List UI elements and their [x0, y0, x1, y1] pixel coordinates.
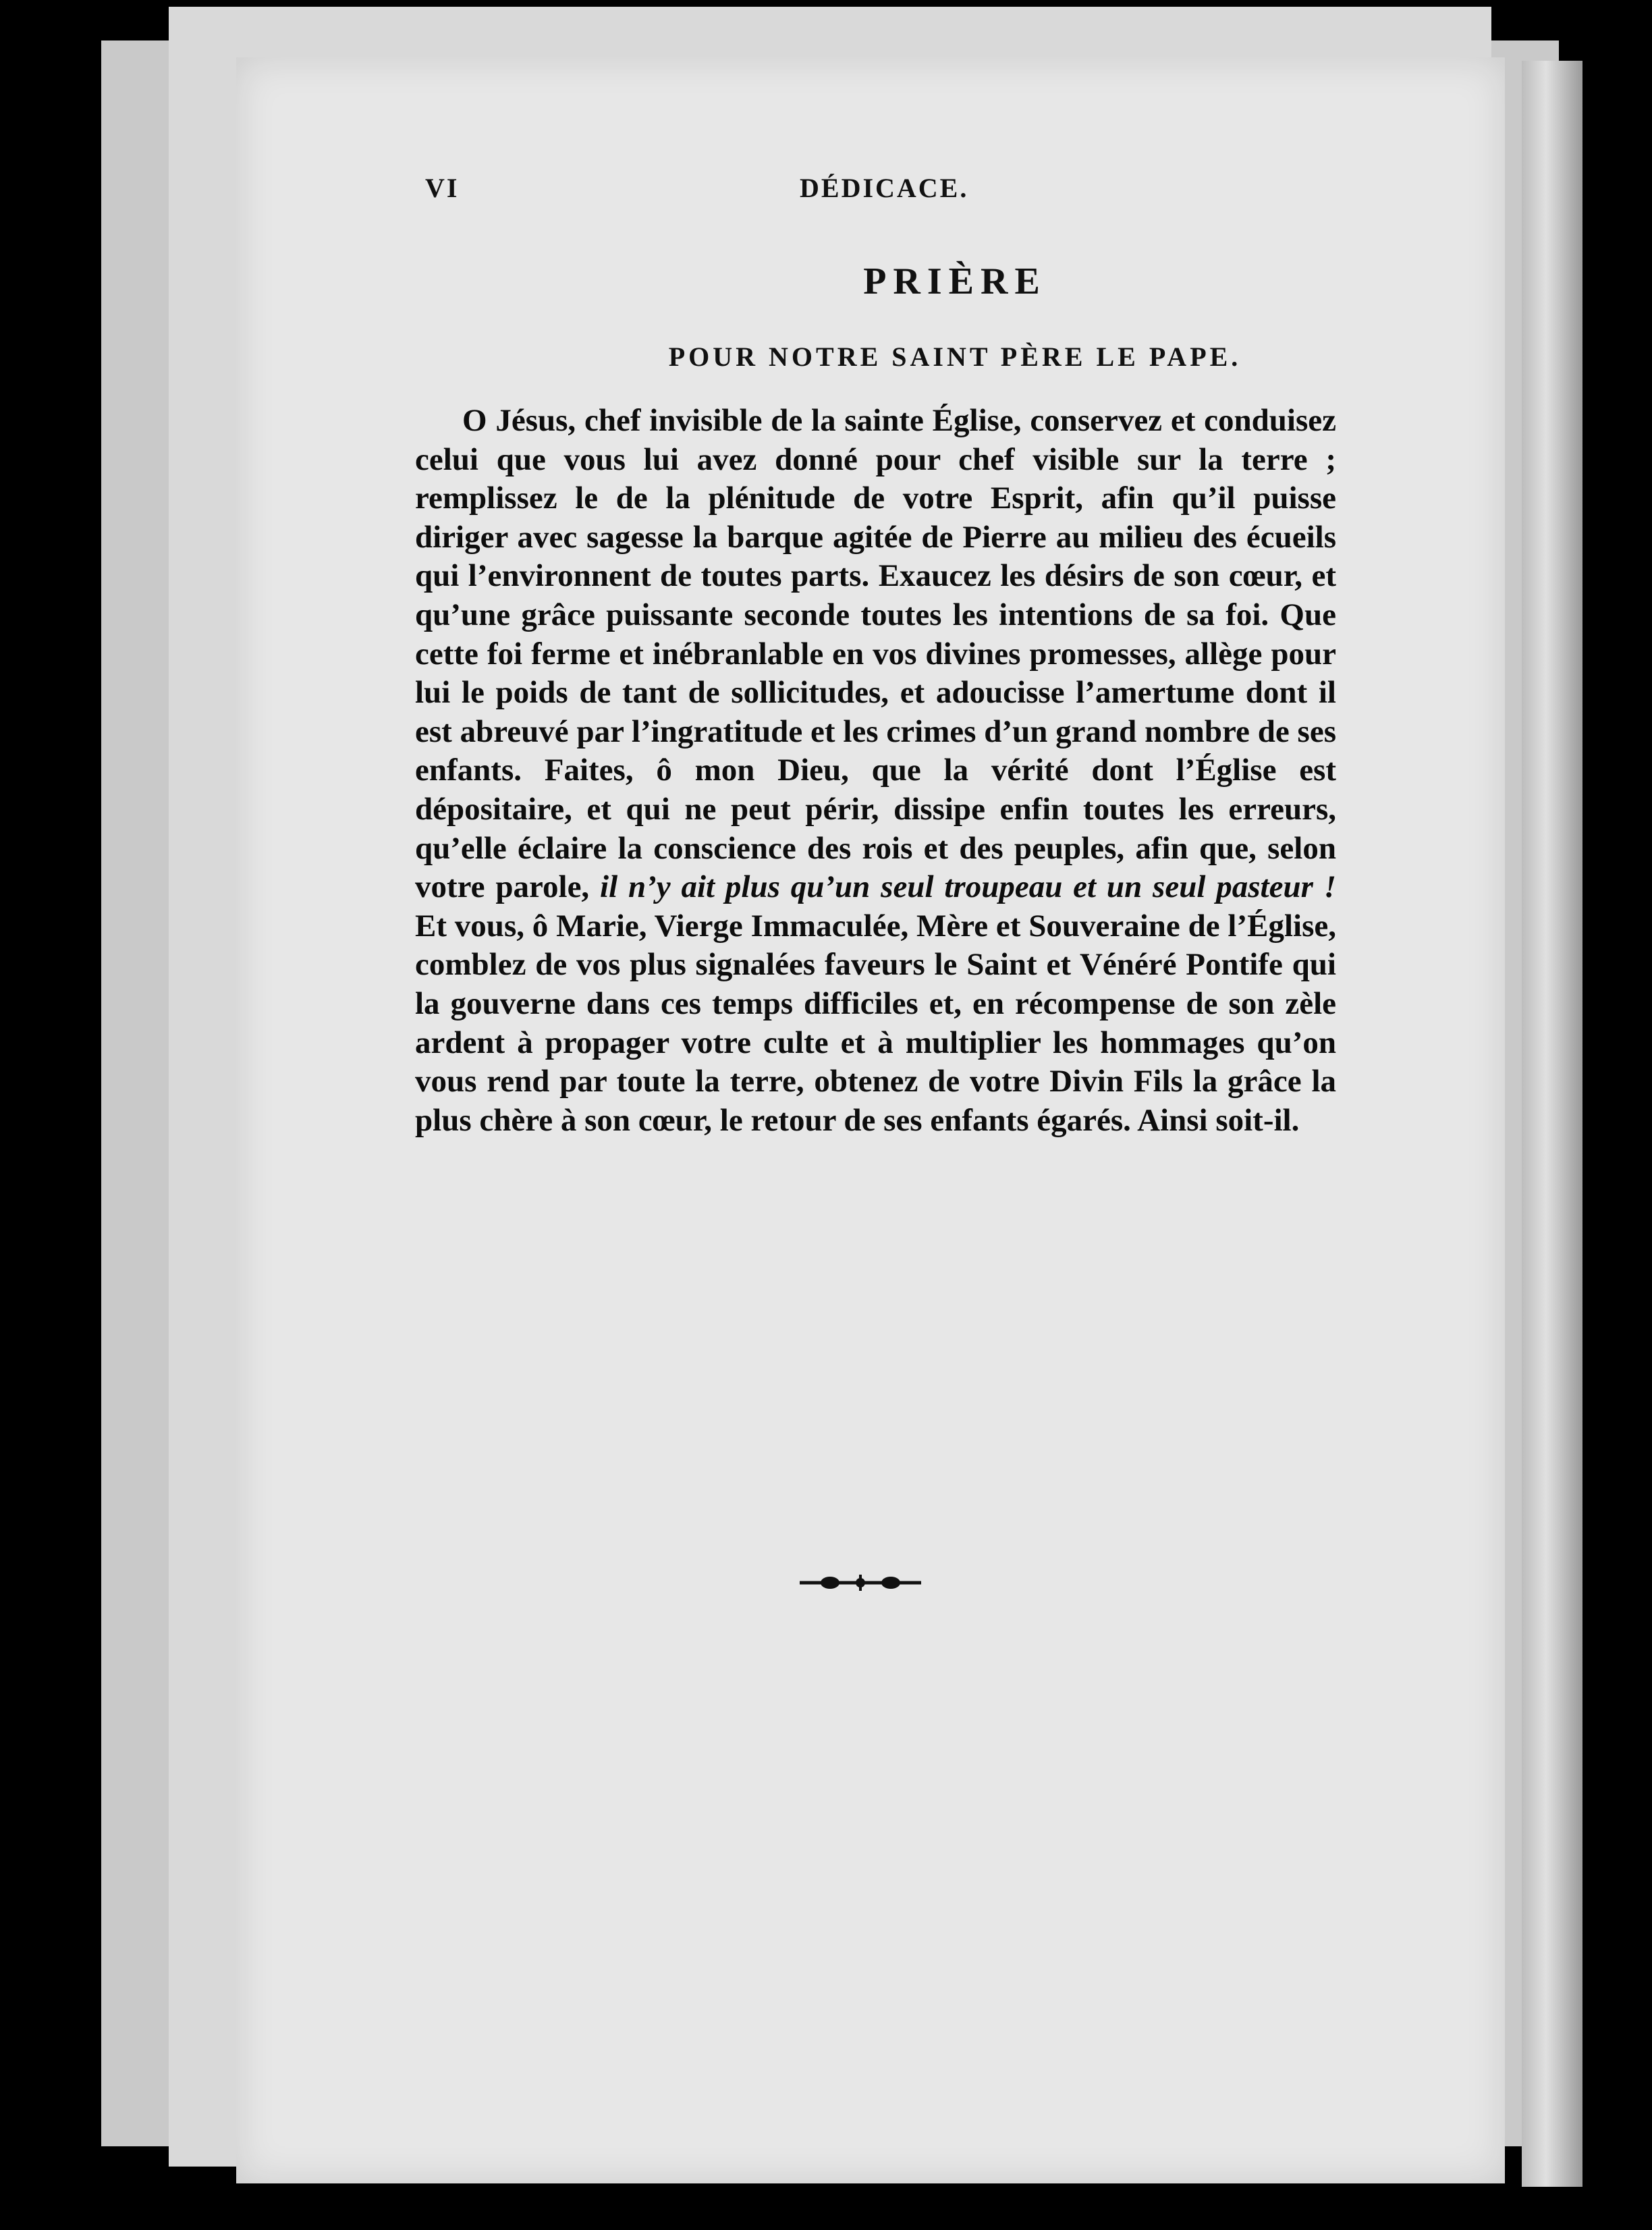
ornament-divider-icon: [793, 1569, 928, 1596]
prayer-body: [415, 402, 1336, 1140]
page-number: VI: [425, 173, 460, 203]
prayer-italic-quote: il n’y ait plus qu’un seul troupeau et un seul pasteur !: [600, 869, 1336, 905]
page-header: [425, 172, 1485, 213]
book-spine-edge: [1522, 61, 1582, 2187]
prayer-text-part-1: O Jésus, chef invisible de la sainte Église, conservez et conduisez celui que vous lui avez donné pour chef visible sur la terre ; remplissez le de la plénitude de votre Esprit, afin qu’il puisse diriger avec sagesse la barque agitée de Pierre au milieu des écueils qui l’environnent de toutes parts. Exaucez les désirs de son cœur, et qu’une grâce puissante seconde toutes les intentions de sa foi. Que cette foi ferme et inébranlable en vos divines promesses, allège pour lui le poids de tant de sollicitudes, et adoucisse l’amertume dont il est abreuvé par l’ingratitude et les crimes d’un grand nombre de ses enfants. Faites, ô mon Dieu, que la vérité dont l’Église est dépositaire, et qui ne peut périr, dissipe enfin toutes les erreurs, qu’elle éclaire la conscience des rois et des peuples, afin que, selon votre parole,: [415, 403, 1336, 905]
prayer-title: PRIÈRE: [863, 261, 1047, 302]
prayer-text-part-2: Et vous, ô Marie, Vierge Immaculée, Mère et Souveraine de l’Église, comblez de vos plus signalées faveurs le Saint et Vénéré Pontife qui la gouverne dans ces temps difficiles et, en récompense de son zèle ardent à propager votre culte et à multiplier les hommages qu’on vous rend par toute la terre, obtenez de votre Divin Fils la grâce la plus chère à son cœur, le retour de ses enfants égarés. Ainsi soit-il.: [415, 908, 1336, 1138]
prayer-subtitle: POUR NOTRE SAINT PÈRE LE PAPE.: [668, 342, 1242, 372]
running-title: DÉDICACE.: [800, 173, 969, 203]
